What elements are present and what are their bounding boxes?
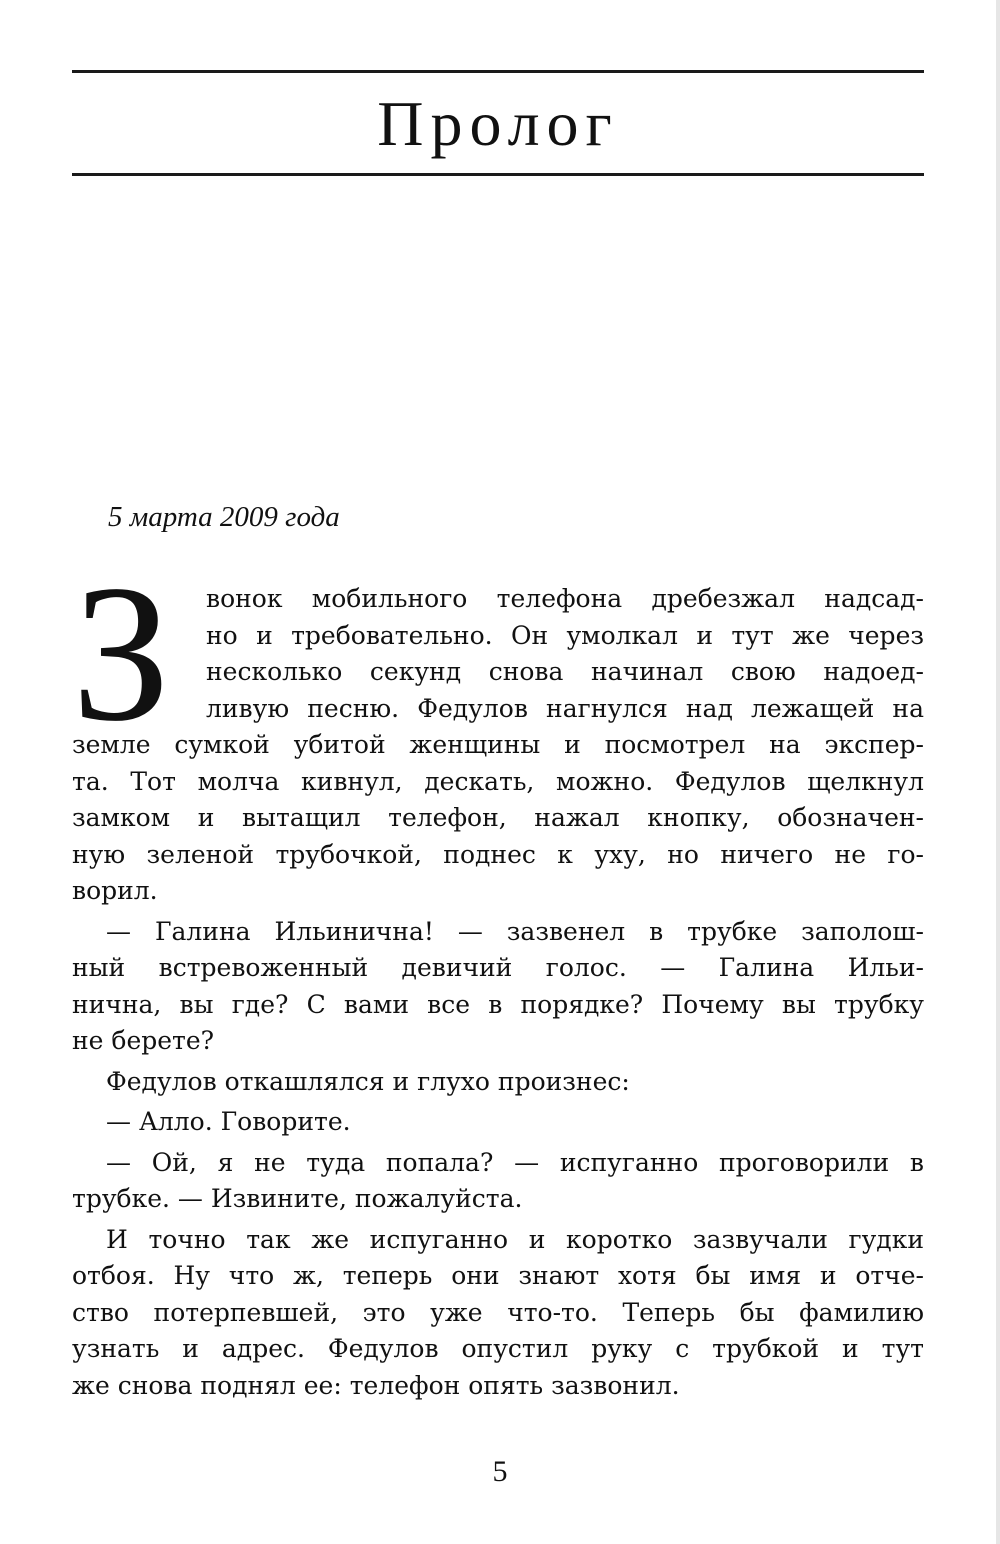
text-line: же снова поднял ее: телефон опять зазвонил. xyxy=(72,1370,680,1400)
text-line: ливую песню. Федулов нагнулся над лежащей на xyxy=(206,693,924,723)
text-line: несколько секунд снова начинал свою надоед- xyxy=(206,657,924,686)
page-edge-shadow xyxy=(996,0,1000,1544)
text-line: отбоя. Ну что ж, теперь они знают хотя бы имя и отче- xyxy=(72,1261,924,1290)
dateline: 5 марта 2009 года xyxy=(108,501,340,533)
text-line: ство потерпевшей, это уже что-то. Теперь бы фамилию xyxy=(72,1297,924,1327)
text-line: ворил. xyxy=(72,876,158,905)
text-line: трубке. — Извините, пожалуйста. xyxy=(72,1184,523,1213)
text-line: замком и вытащил телефон, нажал кнопку, обозначен- xyxy=(72,803,924,832)
text-line: Федулов откашлялся и глухо произнес: xyxy=(106,1066,630,1096)
text-line: ную зеленой трубочкой, поднес к уху, но ничего не го- xyxy=(72,839,924,869)
text-line: не берете? xyxy=(72,1026,215,1055)
text-line: И точно так же испуганно и коротко зазвучали гудки xyxy=(106,1224,924,1254)
text-line: земле сумкой убитой женщины и посмотрел на экспер- xyxy=(72,730,924,759)
text-line: — Галина Ильинична! — зазвенел в трубке заполош- xyxy=(106,916,924,946)
text-line: та. Тот молча кивнул, дескать, можно. Федулов щелкнул xyxy=(72,766,924,796)
text-line: но и требовательно. Он умолкал и тут же через xyxy=(206,620,924,650)
text-line: ный встревоженный девичий голос. — Галина Ильи- xyxy=(72,953,924,982)
page-number: 5 xyxy=(492,1455,508,1488)
text-line: нична, вы где? С вами все в порядке? Почему вы трубку xyxy=(72,989,924,1019)
text-line: вонок мобильного телефона дребезжал надсад- xyxy=(206,584,924,613)
title-top-rule xyxy=(72,70,924,73)
title-bottom-rule xyxy=(72,173,924,176)
body-text xyxy=(72,581,924,1404)
chapter-title: Пролог xyxy=(377,88,619,159)
text-line: — Ой, я не туда попала? — испуганно проговорили в xyxy=(106,1147,924,1177)
text-line: узнать и адрес. Федулов опустил руку с трубкой и тут xyxy=(72,1334,924,1363)
drop-cap: З xyxy=(72,545,171,762)
text-line: — Алло. Говорите. xyxy=(106,1107,351,1136)
